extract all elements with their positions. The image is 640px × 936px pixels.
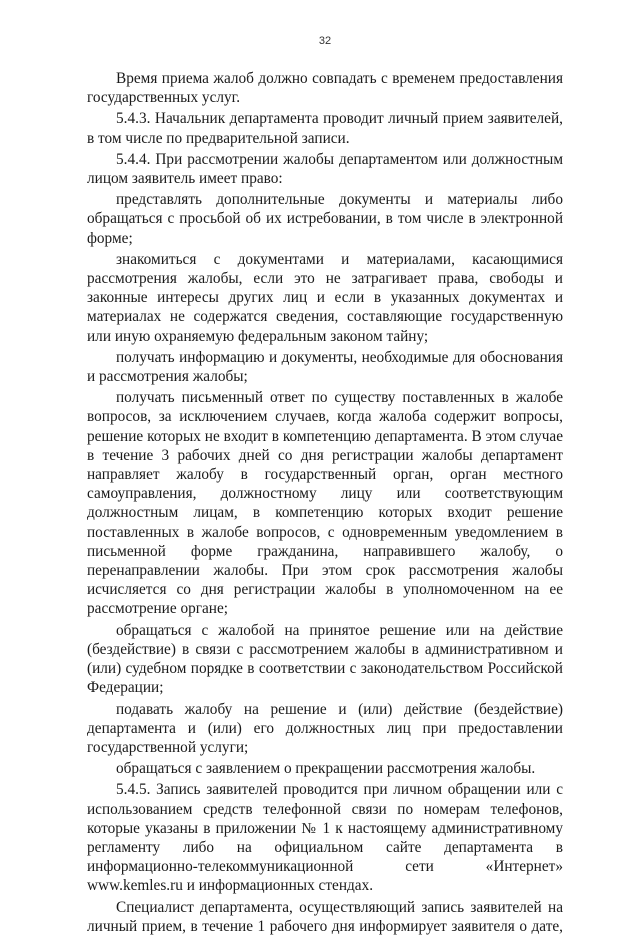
page-number: 32	[318, 35, 332, 47]
paragraph-complaint-hours: Время приема жалоб должно совпадать с временем предоставления государственных услуг.	[87, 70, 563, 107]
paragraph-right-file-complaint: подавать жалобу на решение и (или) действие (бездействие) департамента и (или) его должностных лиц при предоставлении государственной услуги;	[87, 700, 563, 756]
paragraph-right-withdraw: обращаться с заявлением о прекращении рассмотрения жалобы.	[116, 760, 536, 778]
paragraph-specialist-appointment: Специалист департамента, осуществляющий запись заявителей на личный прием, в течение 1 рабочего дня информирует заявителя о дате,	[87, 898, 563, 935]
paragraph-right-submit-documents: представлять дополнительные документы и материалы либо обращаться с просьбой об их истребовании, в том числе в электронной форме;	[87, 191, 563, 247]
document-page	[87, 34, 563, 935]
paragraph-5-4-4: 5.4.4. При рассмотрении жалобы департаментом или должностным лицом заявитель имеет право:	[87, 150, 563, 188]
paragraph-right-get-information: получать информацию и документы, необходимые для обоснования и рассмотрения жалобы;	[87, 348, 563, 386]
paragraph-right-written-answer: получать письменный ответ по существу поставленных в жалобе вопросов, за исключением случаев, когда жалоба содержит вопросы, решение которых не входит в компетенцию департамента. В этом случае в течение 3 рабочих дней со дня регистрации жалобы департамент направляет жалобу в государственный орган, орган местного самоуправления, должностному лицу или соответствующим должностным лицам, в компетенцию которых входит решение поставленных в жалобе вопросов, с одновременным уведомлением в письменной форме гражданина, направившего жалобу, о перенаправлении жалобы. При этом срок рассмотрения жалобы исчисляется со дня регистрации жалобы в уполномоченном на ее рассмотрение органе;	[87, 389, 563, 618]
paragraph-5-4-3: 5.4.3. Начальник департамента проводит личный прием заявителей, в том числе по предварительной записи.	[87, 110, 563, 147]
paragraph-right-review-materials: знакомиться с документами и материалами, касающимися рассмотрения жалобы, если это не затрагивает права, свободы и законные интересы других лиц и если в указанных документах и материалах не содержатся сведения, составляющие государственную или иную охраняемую федеральным законом тайну;	[87, 250, 563, 345]
paragraph-right-appeal-decision: обращаться с жалобой на принятое решение или на действие (бездействие) в связи с рассмотрением жалобы в административном и (или) судебном порядке в соответствии с законодательством Российской Федерации;	[87, 621, 563, 697]
paragraph-5-4-5: 5.4.5. Запись заявителей проводится при личном обращении или с использованием средств телефонной связи по номерам телефонов, которые указаны в приложении № 1 к настоящему административному регламенту либо на официальном сайте департамента в информационно-телекоммуникационной сети «Интернет» www.kemles.ru и информационных стендах.	[87, 781, 563, 895]
